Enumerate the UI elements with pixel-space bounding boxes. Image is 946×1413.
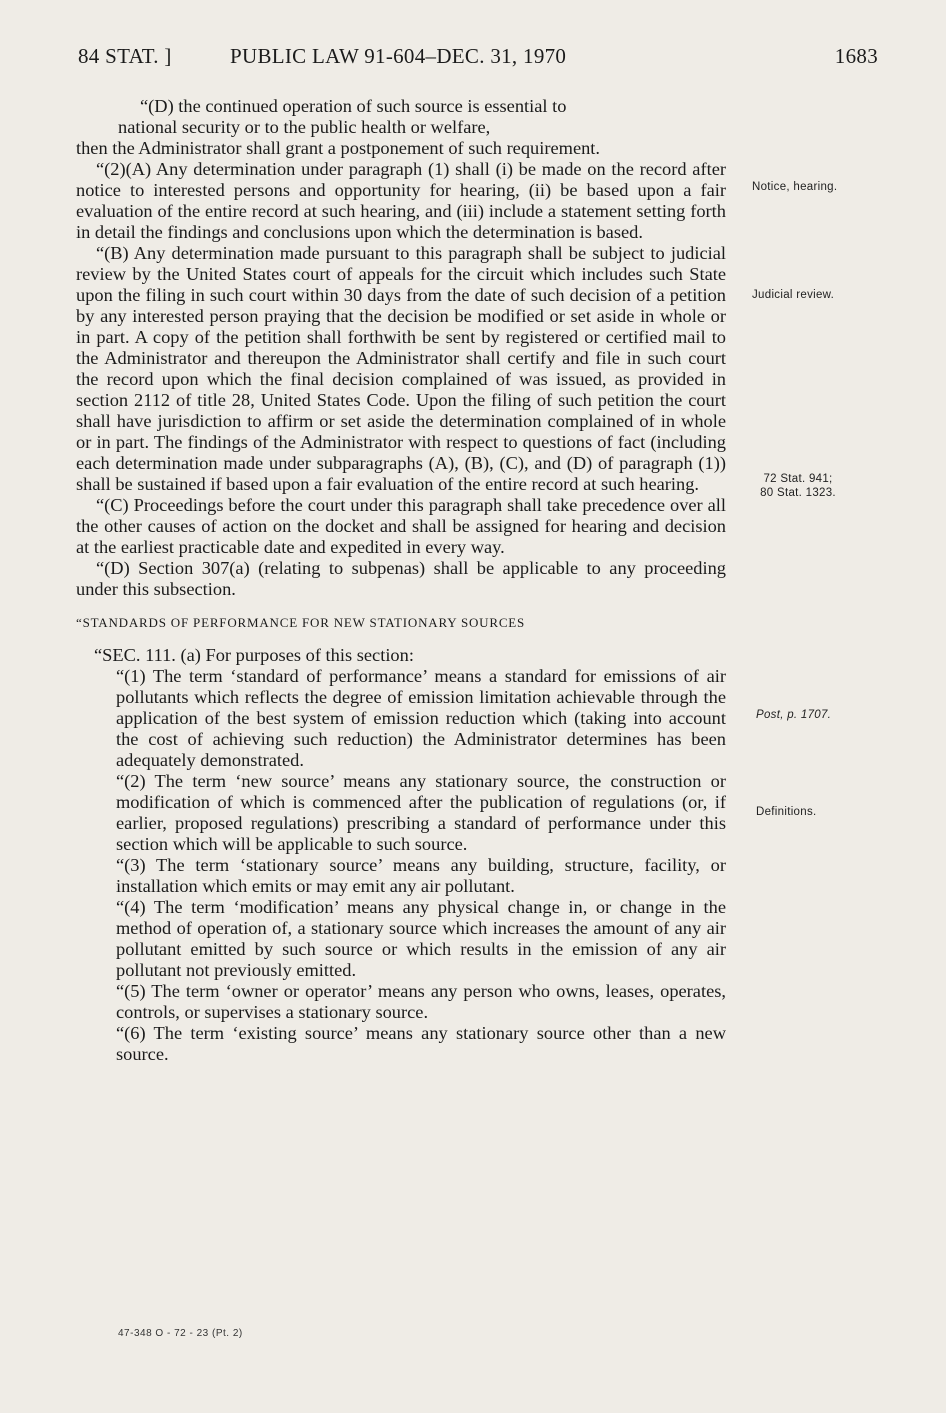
section-111-intro: “SEC. 111. (a) For purposes of this section: <box>94 645 414 665</box>
paragraph-d-line2: national security or to the public health or welfare, <box>118 117 491 137</box>
definition-5: “(5) The term ‘owner or operator’ means any person who owns, leases, operates, controls, or supervises a stationary source. <box>116 981 726 1022</box>
margin-note-stat-1323: 80 Stat. 1323. <box>760 487 836 499</box>
paragraph-2d: “(D) Section 307(a) (relating to subpenas) shall be applicable to any proceeding under this subsection. <box>76 558 726 599</box>
definition-6: “(6) The term ‘existing source’ means any stationary source other than a new source. <box>116 1023 726 1064</box>
margin-note-judicial-review: Judicial review. <box>752 289 835 301</box>
paragraph-2a: “(2)(A) Any determination under paragraph (1) shall (i) be made on the record after notice to interested persons and opportunity for hearing, (ii) be based upon a fair evaluation of the entire record at such hearing, and (iii) include a statement setting forth in detail the findings and conclusions upon which the determination is based. <box>76 159 726 242</box>
footer-print-code: 47-348 O - 72 - 23 (Pt. 2) <box>118 1328 243 1339</box>
definition-3: “(3) The term ‘stationary source’ means any building, structure, facility, or installation which emits or may emit any air pollutant. <box>116 855 726 896</box>
definition-2: “(2) The term ‘new source’ means any stationary source, the construction or modification of which is commenced after the publication of regulations (or, if earlier, proposed regulations) prescribing a standard of performance under this section which will be applicable to such source. <box>116 771 726 854</box>
section-heading: “STANDARDS OF PERFORMANCE FOR NEW STATIONARY SOURCES <box>76 615 526 630</box>
definition-4: “(4) The term ‘modification’ means any physical change in, or change in the method of operation of, a stationary source which increases the amount of any air pollutant emitted by such source or which results in the emission of any air pollutant not previously emitted. <box>116 897 726 980</box>
paragraph-2c: “(C) Proceedings before the court under this paragraph shall take precedence over all the other causes of action on the docket and shall be assigned for hearing and decision at the earliest practicable date and expedited in every way. <box>76 495 726 557</box>
paragraph-2b: “(B) Any determination made pursuant to this paragraph shall be subject to judicial review by the United States court of appeals for the circuit which includes such State upon the filing in such court within 30 days from the date of such decision of a petition by any interested person praying that the decision be modified or set aside in whole or in part. A copy of the petition shall forthwith be sent by registered or certified mail to the Administrator and thereupon the Administrator shall certify and file in such court the record upon which the final decision complained of was issued, as provided in section 2112 of title 28, United States Code. Upon the filing of such petition the court shall have jurisdiction to affirm or set aside the determination complained of in whole or in part. The findings of the Administrator with respect to questions of fact (including each determination made under subparagraphs (A), (B), (C), and (D) of paragraph (1)) shall be sustained if based upon a fair evaluation of the entire record at such hearing. <box>76 243 726 494</box>
margin-note-definitions: Definitions. <box>756 806 817 818</box>
header-stat-reference: 84 STAT. ] <box>78 44 172 68</box>
margin-note-stat-941: 72 Stat. 941; <box>763 473 833 485</box>
paragraph-postponement: then the Administrator shall grant a postponement of such requirement. <box>76 138 601 158</box>
header-title: PUBLIC LAW 91-604–DEC. 31, 1970 <box>230 44 567 68</box>
margin-note-post: Post, p. 1707. <box>756 709 832 721</box>
paragraph-d-line1: “(D) the continued operation of such source is essential to <box>140 96 567 116</box>
body-text <box>76 96 726 1065</box>
margin-note-notice-hearing: Notice, hearing. <box>752 181 838 193</box>
definition-1: “(1) The term ‘standard of performance’ means a standard for emissions of air pollutants which reflects the degree of emission limitation achievable through the application of the best system of emission reduction which (taking into account the cost of achieving such reduction) the Administrator determines has been adequately demonstrated. <box>116 666 726 770</box>
page-number: 1683 <box>834 44 878 68</box>
